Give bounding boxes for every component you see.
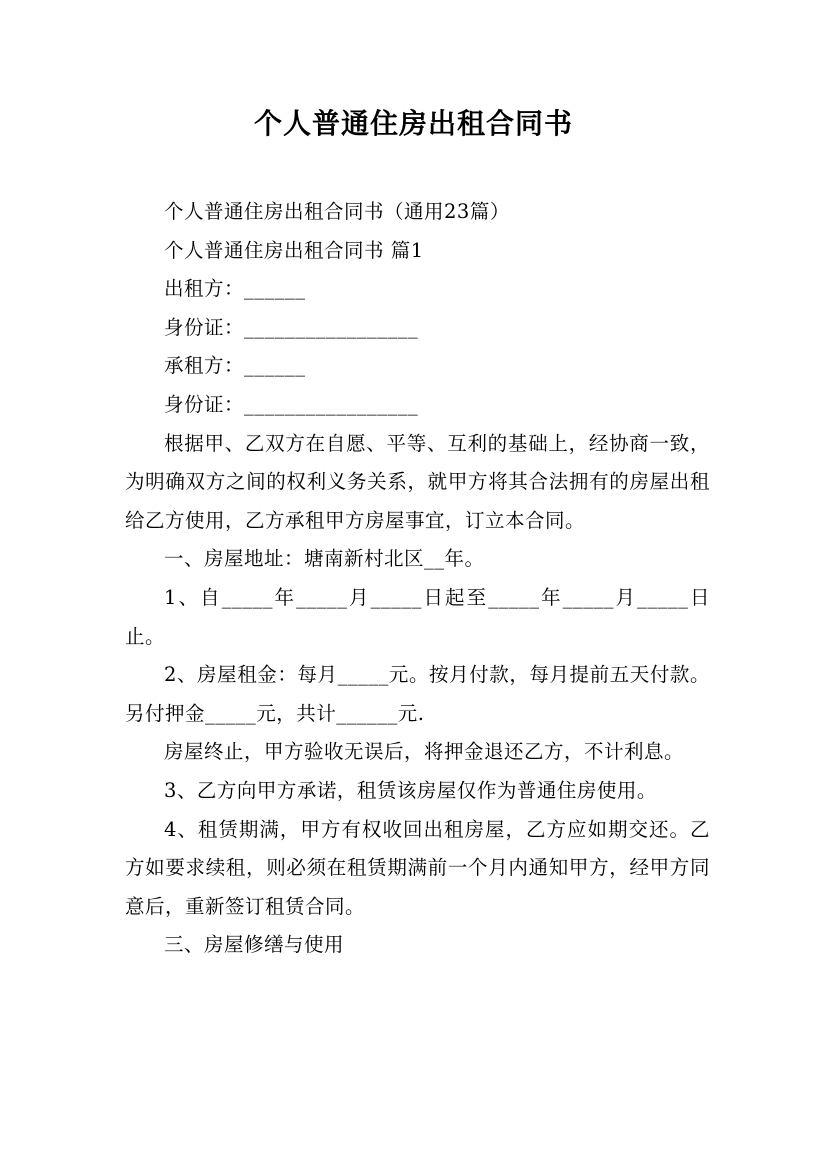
document-body bbox=[125, 193, 710, 965]
repair-section-heading: 三、房屋修缮与使用 bbox=[164, 933, 345, 957]
deposit-clause: 房屋终止，甲方验收无误后，将押金退还乙方，不计利息。 bbox=[164, 740, 685, 764]
preamble-paragraph: 根据甲、乙双方在自愿、平等、互利的基础上，经协商一致，为明确双方之间的权利义务关系，就甲方将其合法拥有的房屋出租给乙方使用，乙方承租甲方房屋事宜，订立本合同。 bbox=[125, 431, 710, 532]
renewal-clause: 4、租赁期满，甲方有权收回出租房屋，乙方应如期交还。乙方如要求续租，则必须在租赁期满前一个月内通知甲方，经甲方同意后，重新签订租赁合同。 bbox=[125, 817, 710, 918]
address-clause: 一、房屋地址：塘南新村北区__年。 bbox=[164, 547, 485, 571]
document-title: 个人普通住房出租合同书 bbox=[253, 107, 573, 140]
lessor-field: 出租方：______ bbox=[164, 277, 306, 301]
lessor-id-field: 身份证：_________________ bbox=[164, 315, 419, 339]
section-heading: 个人普通住房出租合同书 篇1 bbox=[164, 238, 424, 262]
term-clause: 1、自_____年_____月_____日起至_____年_____月_____日止。 bbox=[125, 585, 710, 648]
lessee-field: 承租方：______ bbox=[164, 354, 306, 378]
subtitle-paragraph: 个人普通住房出租合同书（通用23篇） bbox=[164, 200, 510, 223]
rent-clause: 2、房屋租金：每月_____元。按月付款，每月提前五天付款。另付押金_____元，共计______元. bbox=[125, 663, 710, 725]
lessee-id-field: 身份证：_________________ bbox=[164, 392, 419, 416]
usage-clause: 3、乙方向甲方承诺，租赁该房屋仅作为普通住房使用。 bbox=[164, 778, 657, 802]
